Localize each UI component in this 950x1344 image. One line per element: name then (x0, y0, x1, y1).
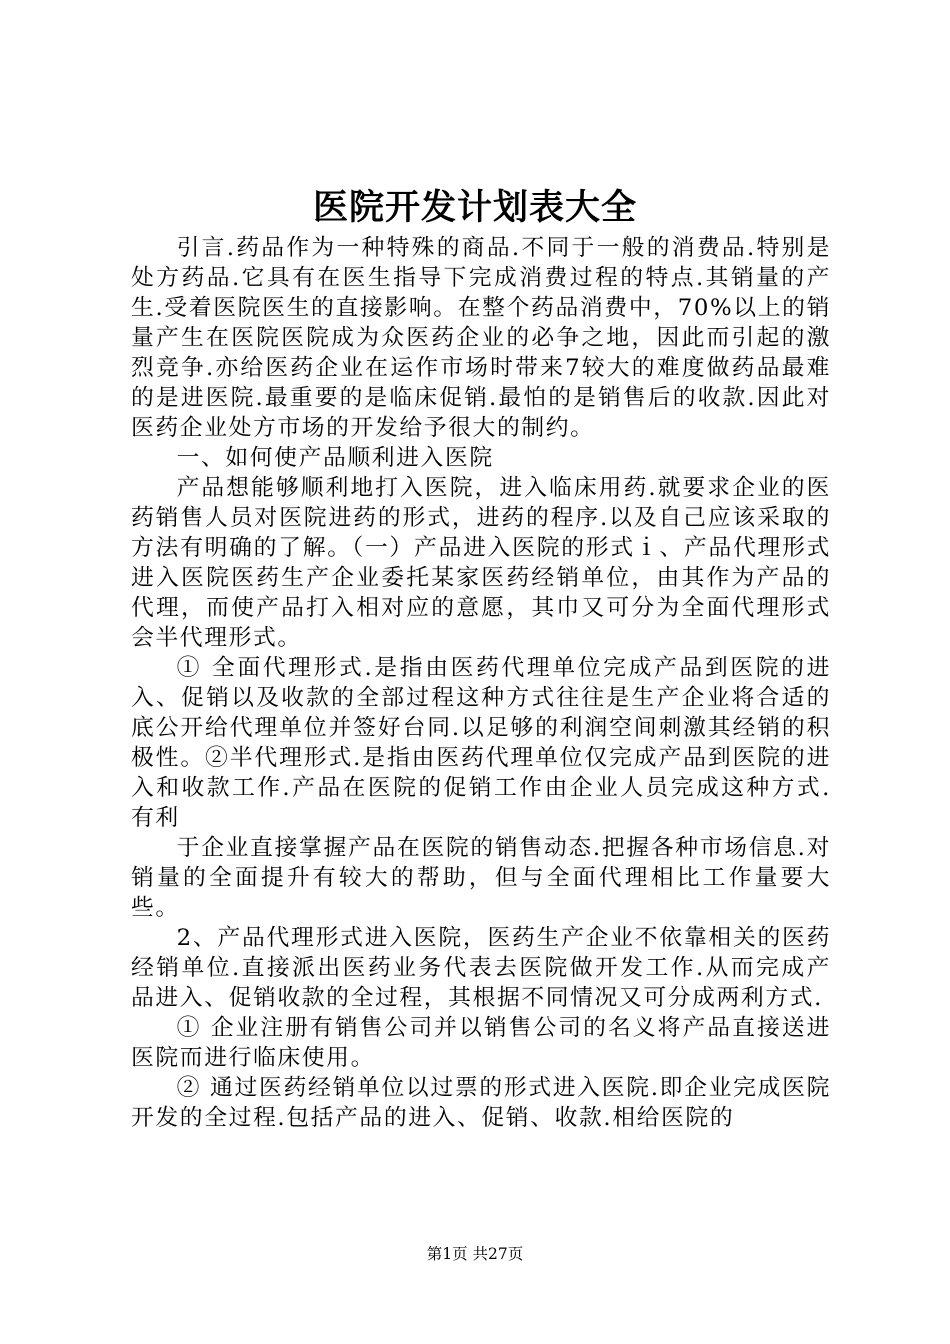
paragraph: 于企业直接掌握产品在医院的销售动态.把握各种市场信息.对销量的全面提升有较大的帮助，但与全面代理相比工作量要大些。 (131, 835, 831, 921)
paragraph: ② 通过医药经销单位以过票的形式进入医院.即企业完成医院开发的全过程.包括产品的进入、促销、收款.相给医院的 (131, 1075, 831, 1131)
paragraph: 2、产品代理形式进入医院，医药生产企业不依靠相关的医药经销单位.直接派出医药业务代表去医院做开发工作.从而完成产品进入、促销收款的全过程，其根据不同情况又可分成两利方式. (131, 925, 831, 1011)
paragraph: ① 全面代理形式.是指由医药代理单位完成产品到医院的进入、促销以及收款的全部过程这种方式往往是生产企业将合适的底公开给代理单位并签好台同.以足够的利润空间刺激其经销的积极性。②半代理形式.是指由医药代理单位仅完成产品到医院的进入和收款工作.产品在医院的促销工作由企业人员完成这种方式.有利 (131, 655, 831, 831)
section-heading-1: 一、如何使产品顺利进入医院 (176, 445, 494, 471)
document-title: 医院开发计划表大全 (312, 187, 637, 228)
paragraph: 产品想能够顺利地打入医院，进入临床用药.就要求企业的医药销售人员对医院进药的形式，进药的程序.以及自己应该采取的方法有明确的了解。（一）产品进入医院的形式ｉ、产品代理形式进入医院医药生产企业委托某家医药经销单位，由其作为产品的代理，而使产品打入相对应的意愿，其巾又可分为全面代理形式会半代理形式。 (131, 475, 831, 651)
paragraph: ① 企业注册有销售公司并以销售公司的名义将产品直接送进医院而进行临床使用。 (131, 1015, 831, 1071)
page-number-footer: 第1页 共27页 (426, 1245, 524, 1263)
document-body (131, 233, 831, 1133)
paragraph-intro: 引言.药品作为一种特殊的商品.不同于一般的消费品.特别是处方药品.它具有在医生指导下完成消费过程的特点.其销量的产生.受着医院医生的直接影响。在整个药品消费中，70%以上的销量产生在医院医院成为众医药企业的必争之地，因此而引起的激烈竞争.亦给医药企业在运作市场时带来7较大的难度做药品最难的是进医院.最重要的是临床促销.最怕的是销售后的收款.因此对医药企业处方市场的开发给予很大的制约。 (131, 235, 831, 441)
